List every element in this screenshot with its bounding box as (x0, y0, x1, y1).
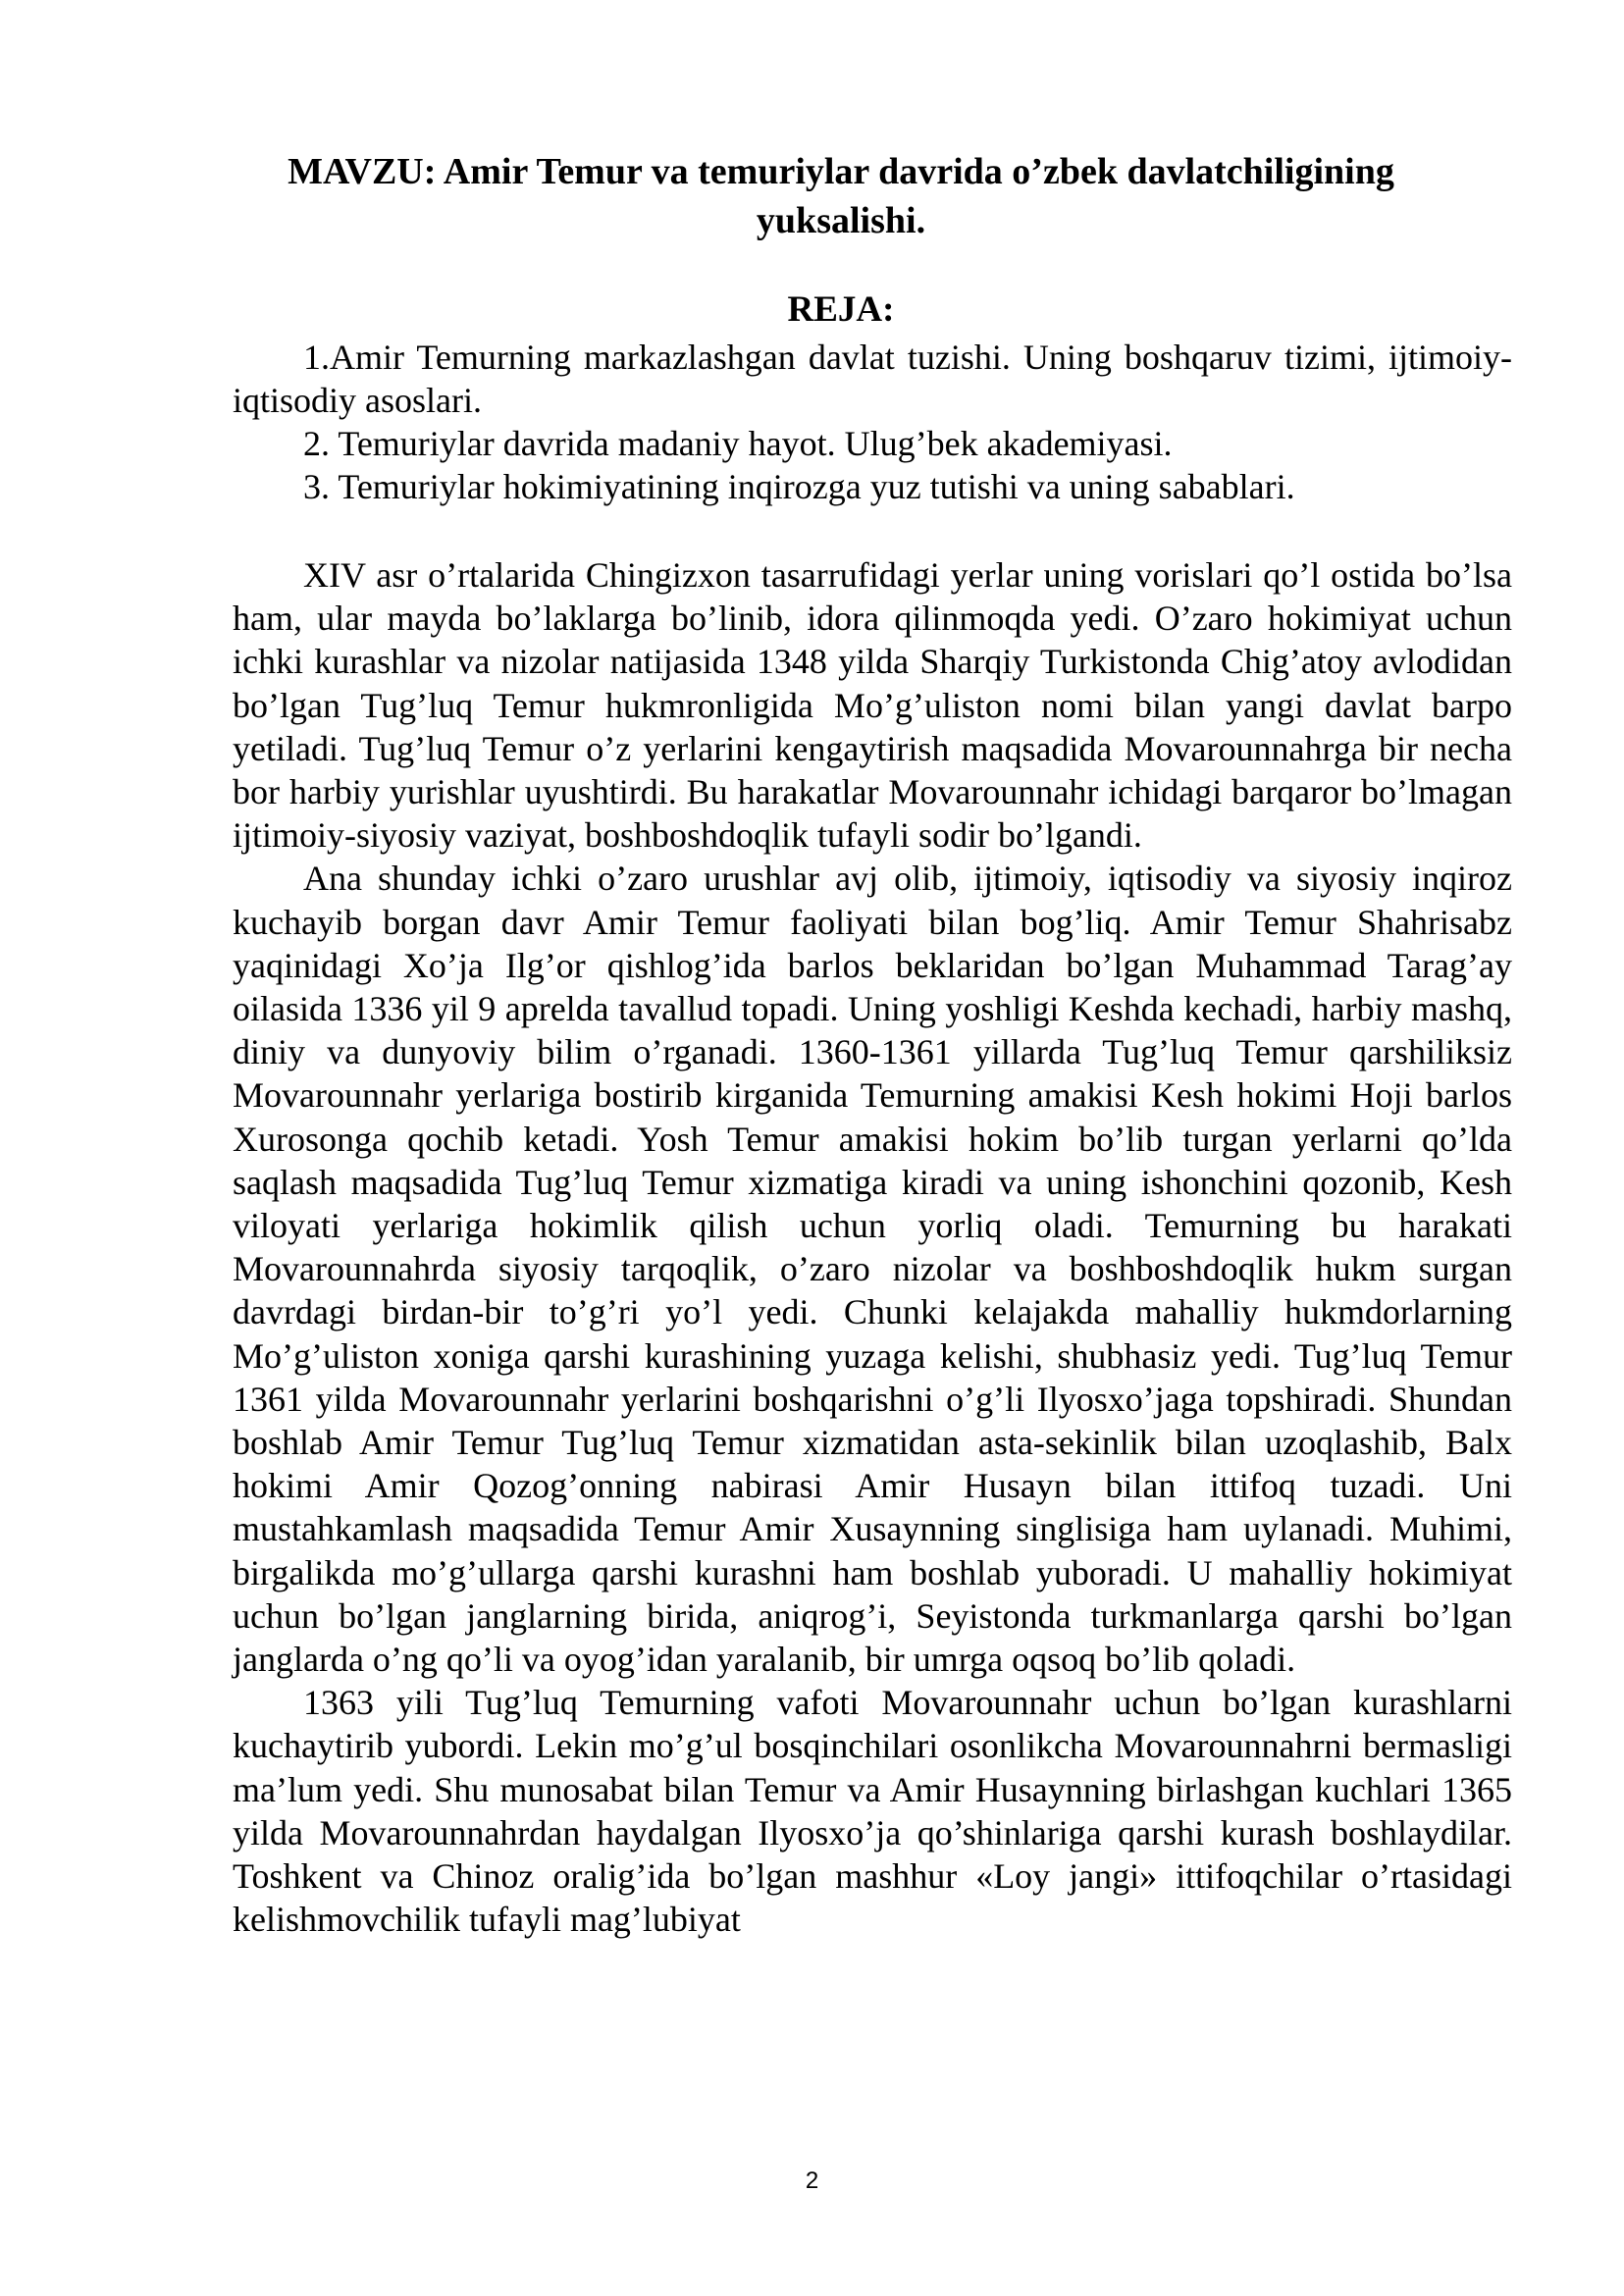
plan-item: 1.Amir Temurning markazlashgan davlat tuzishi. Uning boshqaruv tizimi, ijtimoiy-iqtisodiy asoslari. (233, 338, 1512, 420)
page-number: 2 (805, 2167, 819, 2194)
plan-list (233, 336, 1512, 508)
document-title: MAVZU: Amir Temur va temuriylar davrida o’zbek davlatchiligining yuksalishi. (288, 151, 1394, 241)
plan-item: 2. Temuriylar davrida madaniy hayot. Ulug’bek akademiyasi. (303, 424, 1173, 463)
paragraph: 1363 yili Tug’luq Temurning vafoti Movarounnahr uchun bo’lgan kurashlarni kuchaytirib yubordi. Lekin mo’g’ul bosqinchilari osonlikcha Movarounnahrni bermasligi ma’lum yedi. Shu munosabat bilan Temur va Amir Husaynning birlashgan kuchlari 1365 yilda Movarounnahrdan haydalgan Ilyosxo’ja qo’shinlariga qarshi kurash boshlaydilar. Toshkent va Chinoz oralig’ida bo’lgan mashhur «Loy jangi» ittifoqchilar o’rtasidagi kelishmovchilik tufayli mag’lubiyat (233, 1683, 1512, 1940)
plan-heading: REJA: (787, 289, 895, 330)
paragraph: XIV asr o’rtalarida Chingizxon tasarrufidagi yerlar uning vorislari qo’l ostida bo’lsa ham, ular mayda bo’laklarga bo’linib, idora qilinmoqda yedi. O’zaro hokimiyat uchun ichki kurashlar va nizolar natijasida 1348 yilda Sharqiy Turkistonda Chig’atoy avlodidan bo’lgan Tug’luq Temur hukmronligida Mo’g’uliston nomi bilan yangi davlat barpo yetiladi. Tug’luq Temur o’z yerlarini kengaytirish maqsadida Movarounnahrga bir necha bor harbiy yurishlar uyushtirdi. Bu harakatlar Movarounnahr ichidagi barqaror bo’lmagan ijtimoiy-siyosiy vaziyat, boshboshdoqlik tufayli sodir bo’lgandi. (233, 555, 1512, 856)
body-text (233, 553, 1512, 1942)
paragraph: Ana shunday ichki o’zaro urushlar avj olib, ijtimoiy, iqtisodiy va siyosiy inqiroz kuchayib borgan davr Amir Temur faoliyati bilan bog’liq. Amir Temur Shahrisabz yaqinidagi Xo’ja Ilg’or qishlog’ida barlos beklaridan bo’lgan Muhammad Tarag’ay oilasida 1336 yil 9 aprelda tavallud topadi. Uning yoshligi Keshda kechadi, harbiy mashq, diniy va dunyoviy bilim o’rganadi. 1360-1361 yillarda Tug’luq Temur qarshiliksiz Movarounnahr yerlariga bostirib kirganida Temurning amakisi Kesh hokimi Hoji barlos Xurosonga qochib ketadi. Yosh Temur amakisi hokim bo’lib turgan yerlarni qo’lda saqlash maqsadida Tug’luq Temur xizmatiga kiradi va uning ishonchini qozonib, Kesh viloyati yerlariga hokimlik qilish uchun yorliq oladi. Temurning bu harakati Movarounnahrda siyosiy tarqoqlik, o’zaro nizolar va boshboshdoqlik hukm surgan davrdagi birdan-bir to’g’ri yo’l yedi. Chunki kelajakda mahalliy hukmdorlarning Mo’g’uliston xoniga qarshi kurashining yuzaga kelishi, shubhasiz yedi. Tug’luq Temur 1361 yilda Movarounnahr yerlarini boshqarishni o’g’li Ilyosxo’jaga topshiradi. Shundan boshlab Amir Temur Tug’luq Temur xizmatidan asta-sekinlik bilan uzoqlashib, Balx hokimi Amir Qozog’onning nabirasi Amir Husayn bilan ittifoq tuzadi. Uni mustahkamlash maqsadida Temur Amir Xusaynning singlisiga ham uylanadi. Muhimi, birgalikda mo’g’ullarga qarshi kurashni ham boshlab yuboradi. U mahalliy hokimiyat uchun bo’lgan janglarning birida, aniqrog’i, Seyistonda turkmanlarga qarshi bo’lgan janglarda o’ng qo’li va oyog’idan yaralanib, bir umrga oqsoq bo’lib qoladi. (233, 859, 1512, 1680)
plan-item: 3. Temuriylar hokimiyatining inqirozga yuz tutishi va uning sabablari. (303, 467, 1295, 506)
